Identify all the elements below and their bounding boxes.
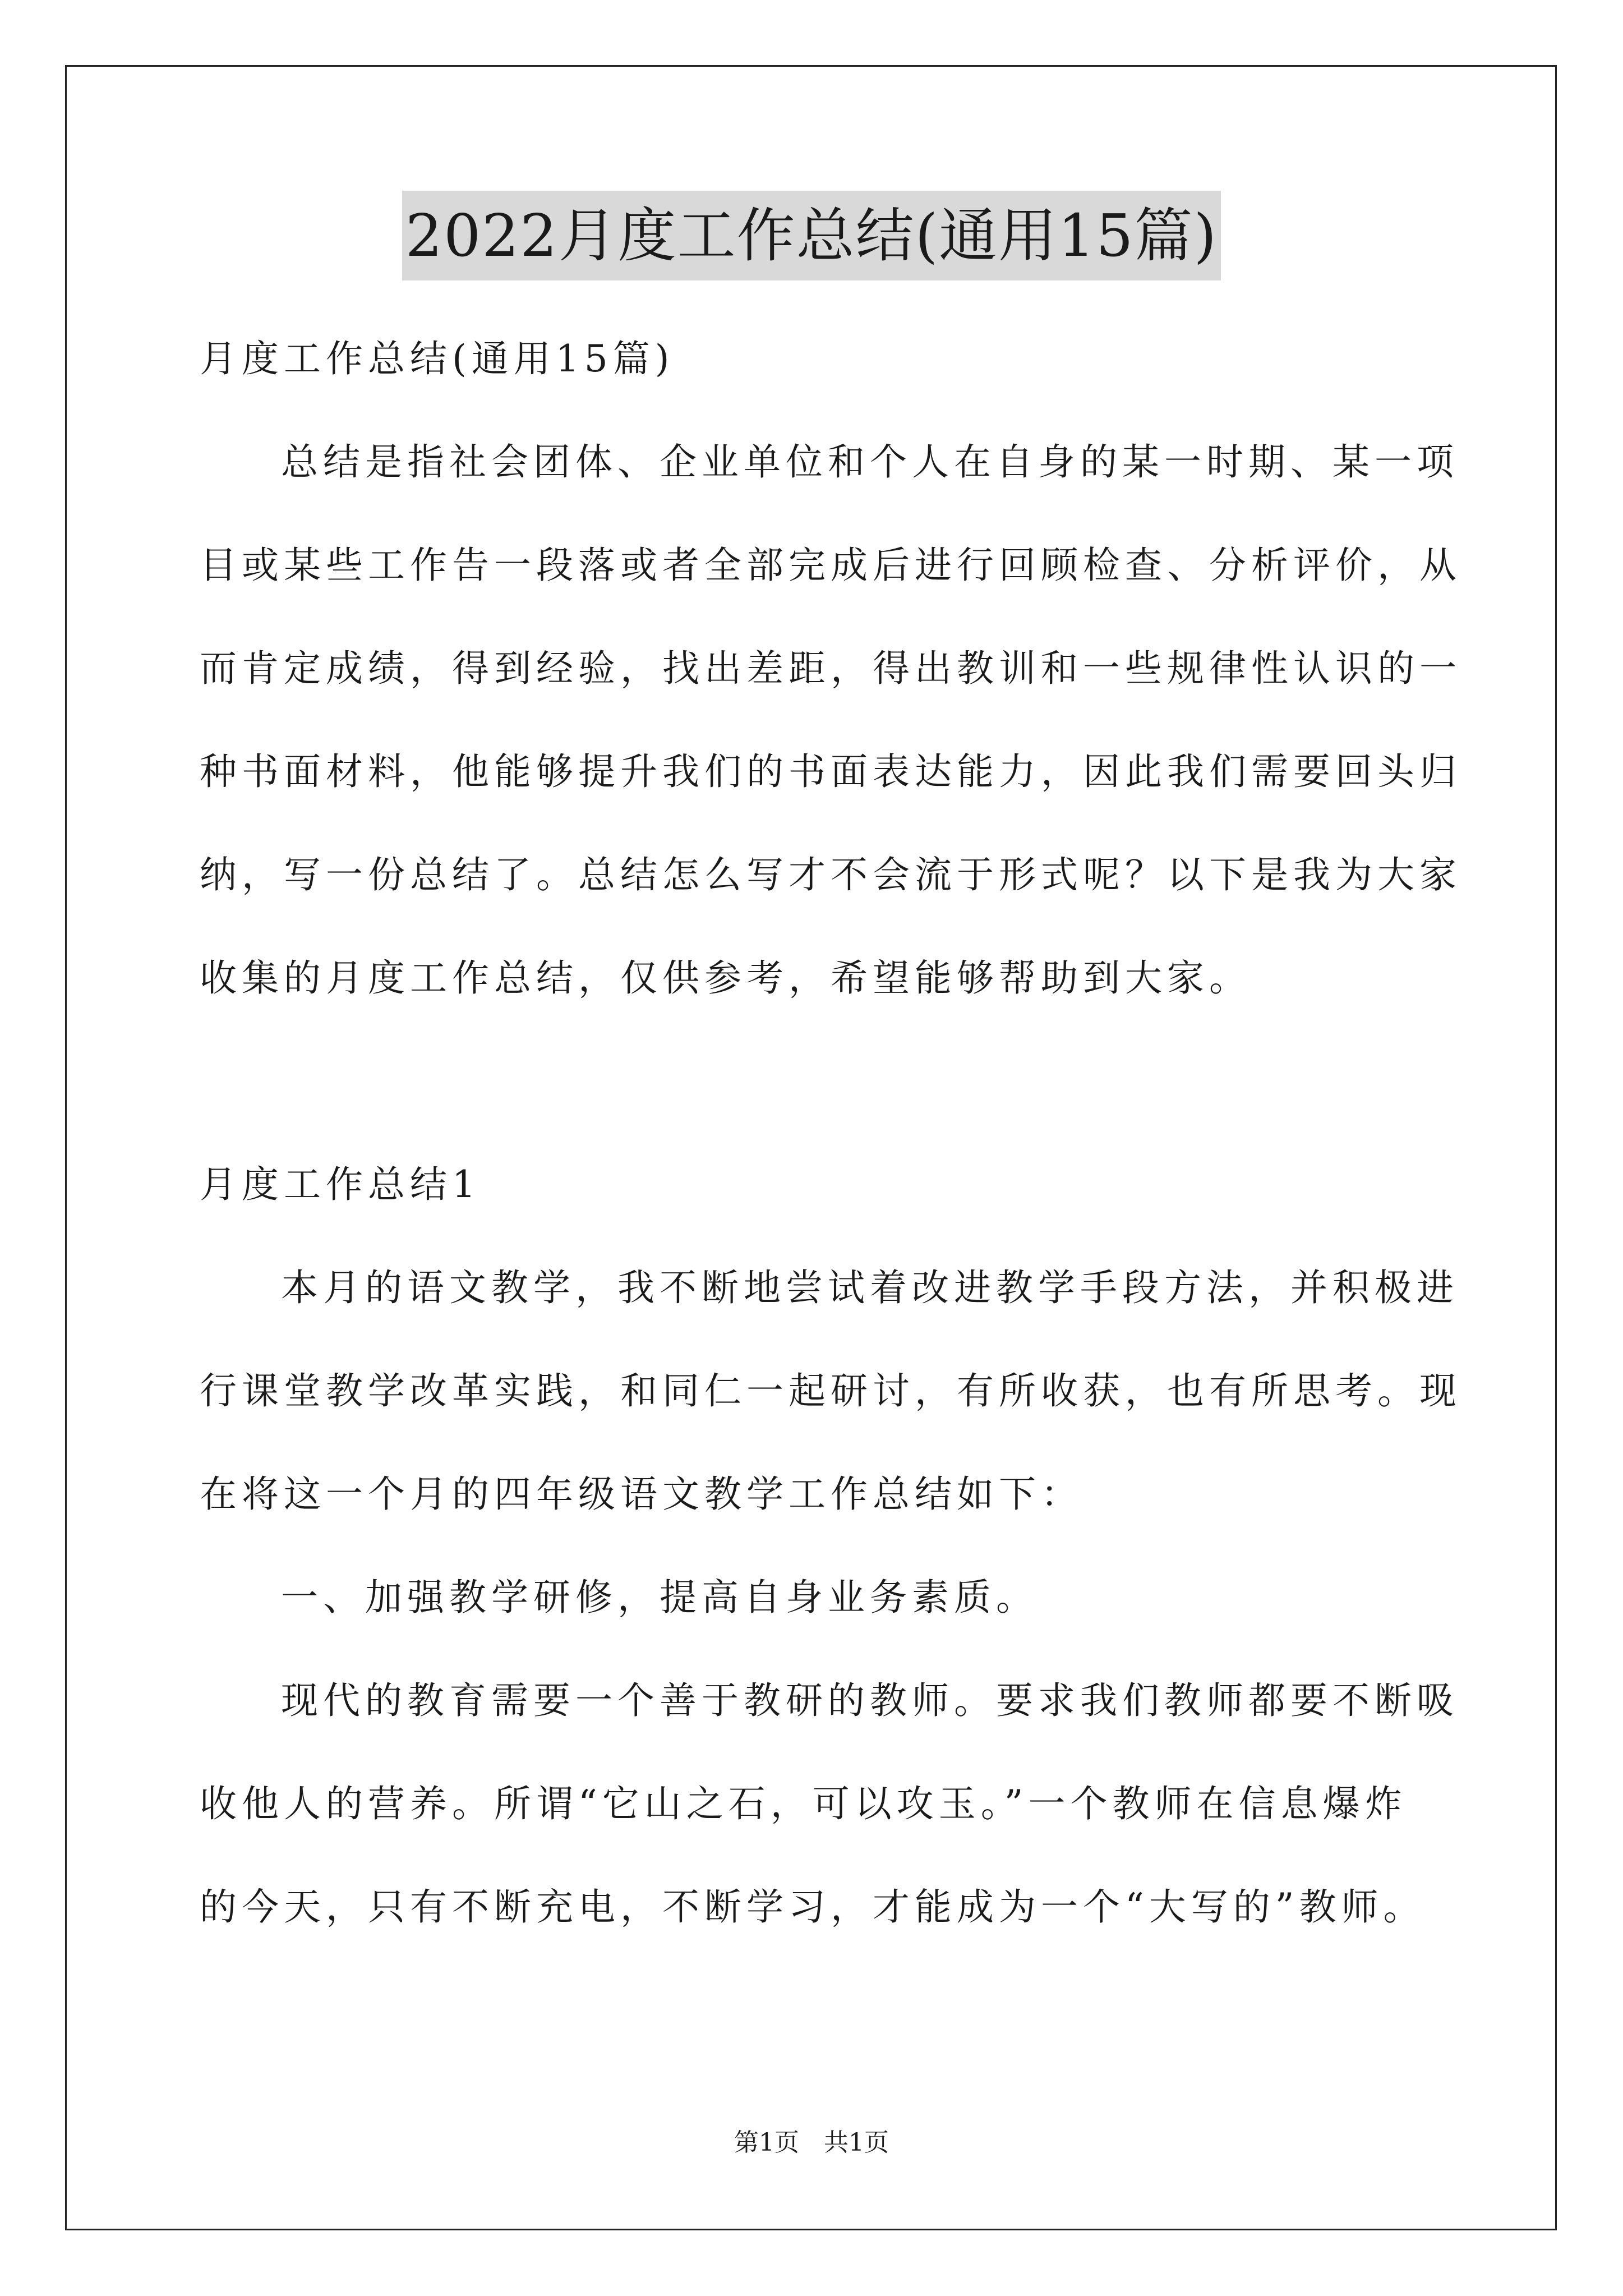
paragraph-line: 种书面材料，他能够提升我们的书面表达能力，因此我们需要回头归 <box>200 750 1461 793</box>
document-subtitle: 月度工作总结(通用15篇) <box>200 337 675 380</box>
paragraph-line: 行课堂教学改革实践，和同仁一起研讨，有所收获，也有所思考。现 <box>200 1369 1461 1412</box>
page-footer <box>0 2126 1623 2160</box>
paragraph-line: 收他人的营养。所谓“它山之石，可以攻玉。”一个教师在信息爆炸 <box>200 1782 1407 1825</box>
page-total: 共1页 <box>824 2128 889 2157</box>
paragraph-line: 现代的教育需要一个善于教研的教师。要求我们教师都要不断吸 <box>281 1679 1459 1722</box>
page-number: 第1页 <box>734 2128 799 2157</box>
paragraph-line: 的今天，只有不断充电，不断学习，才能成为一个“大写的”教师。 <box>200 1885 1426 1929</box>
point-heading: 一、加强教学研修，提高自身业务素质。 <box>281 1576 1038 1619</box>
paragraph-line: 目或某些工作告一段落或者全部完成后进行回顾检查、分析评价，从 <box>200 544 1461 587</box>
document-body <box>200 307 1461 1959</box>
section-heading: 月度工作总结1 <box>200 1163 481 1206</box>
paragraph-line: 总结是指社会团体、企业单位和个人在自身的某一时期、某一项 <box>281 440 1459 484</box>
spacer <box>200 1030 1436 1133</box>
paragraph-line: 本月的语文教学，我不断地尝试着改进教学手段方法，并积极进 <box>281 1266 1459 1309</box>
paragraph-line: 收集的月度工作总结，仅供参考，希望能够帮助到大家。 <box>200 956 1251 1000</box>
title-container <box>0 191 1623 280</box>
paragraph-line: 纳，写一份总结了。总结怎么写才不会流于形式呢？以下是我为大家 <box>200 853 1461 896</box>
document-title: 2022月度工作总结(通用15篇) <box>402 191 1221 280</box>
paragraph-line: 而肯定成绩，得到经验，找出差距，得出教训和一些规律性认识的一 <box>200 647 1461 690</box>
paragraph-line: 在将这一个月的四年级语文教学工作总结如下： <box>200 1473 1083 1516</box>
